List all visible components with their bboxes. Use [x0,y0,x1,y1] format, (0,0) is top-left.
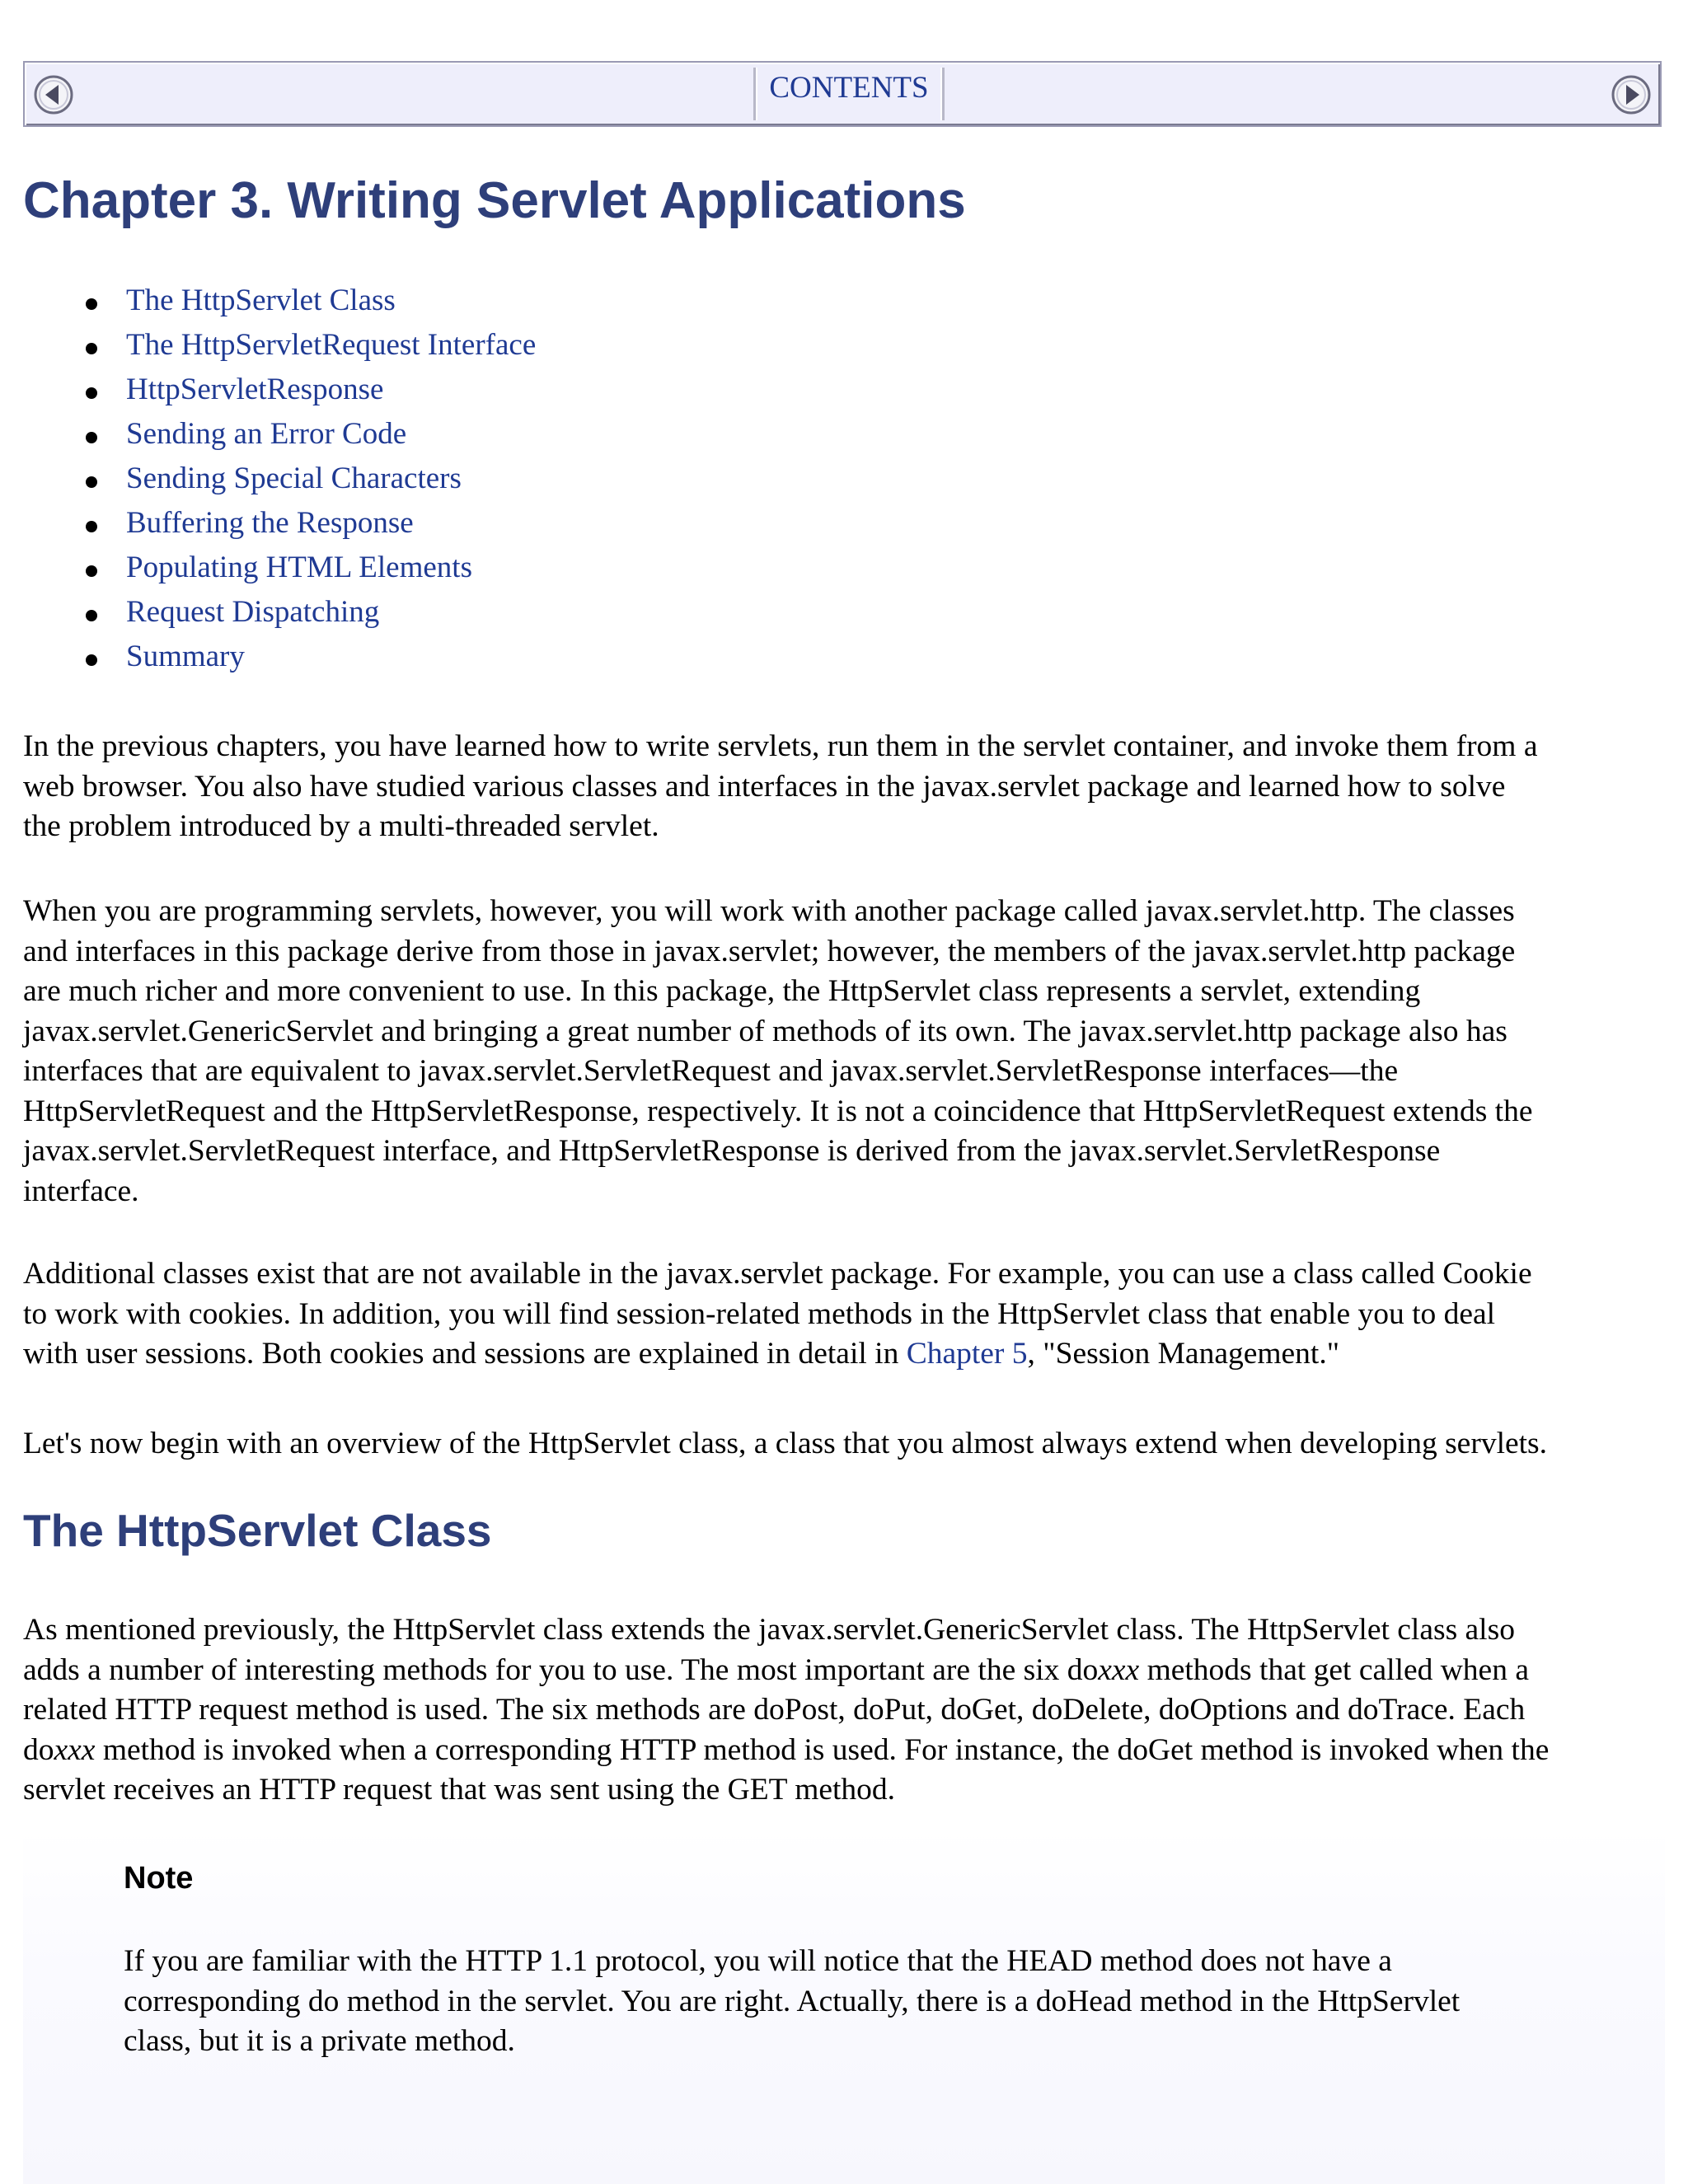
text-line: corresponding do method in the servlet. You are right. Actually, there is a doHead method in the HttpServlet [124,1984,1461,2018]
bullet-icon [86,565,97,577]
text-line: HttpServletRequest and the HttpServletResponse, respectively. It is not a coincidence that HttpServletRequest extends the [23,1094,1533,1128]
text-run: , "Session Management." [1027,1337,1340,1371]
intro-paragraph-3 [23,1254,1665,1375]
toc-item [23,323,536,368]
text-line: javax.servlet.GenericServlet and bringing a great number of methods of its own. The javax.servlet.http package also has [23,1014,1507,1048]
text-line: the problem introduced by a multi-threaded servlet. [23,809,659,843]
contents-link[interactable]: CONTENTS [753,68,945,120]
toc-item [23,501,536,546]
text-line: related HTTP request method is used. The six methods are doPost, doPut, doGet, doDelete, doOptions and doTrace. Each [23,1693,1526,1727]
toc-link[interactable]: Summary [126,640,245,673]
text-line: Let's now begin with an overview of the HttpServlet class, a class that you almost always extend when developing servlets. [23,1427,1548,1460]
bullet-icon [86,654,97,666]
text-line: As mentioned previously, the HttpServlet class extends the javax.servlet.GenericServlet class. The HttpServlet class also [23,1613,1515,1647]
toc-link[interactable]: Sending an Error Code [126,417,407,451]
text-line: If you are familiar with the HTTP 1.1 protocol, you will notice that the HEAD method does not have a [124,1944,1392,1978]
navigation-bar [23,61,1662,127]
text-line: to work with cookies. In addition, you will find session-related methods in the HttpServlet class that enable you to deal [23,1296,1496,1331]
text-line: and interfaces in this package derive from those in javax.servlet; however, the members of the javax.servlet.http package [23,934,1516,968]
section-title: The HttpServlet Class [23,1505,492,1556]
text-line: In the previous chapters, you have learned how to write servlets, run them in the servlet container, and invoke them from a [23,729,1538,763]
text-line [23,1651,1665,1691]
text-line [23,1334,1665,1375]
toc-item [23,368,536,412]
text-emphasis: xxx [54,1732,96,1767]
bullet-icon [86,432,97,443]
toc-item [23,546,536,590]
chapter-5-link[interactable]: Chapter 5 [906,1337,1028,1371]
text-run: methods that get called when a [1139,1652,1529,1687]
text-line: are much richer and more convenient to use. In this package, the HttpServlet class represents a servlet, extending [23,974,1421,1008]
text-line: interface. [23,1174,139,1208]
bullet-icon [86,298,97,310]
text-run: with user sessions. Both cookies and sessions are explained in detail in [23,1337,907,1371]
toc-item [23,279,536,323]
arrow-left-circle-icon [33,74,74,115]
bullet-icon [86,343,97,354]
bullet-icon [86,610,97,621]
text-line: interfaces that are equivalent to javax.servlet.ServletRequest and javax.servlet.ServletResponse interfaces—the [23,1054,1399,1088]
previous-page-button[interactable] [33,74,74,115]
toc-link[interactable]: The HttpServlet Class [126,284,396,317]
text-run: do [23,1732,54,1767]
toc-link[interactable]: HttpServletResponse [126,373,384,406]
intro-paragraph-1 [23,727,1665,847]
bullet-icon [86,521,97,532]
next-page-button[interactable] [1611,74,1652,115]
chapter-toc [23,279,536,679]
text-line [23,1731,1665,1771]
bullet-icon [86,387,97,399]
section-paragraph [23,1610,1665,1811]
bullet-icon [86,476,97,488]
toc-link[interactable]: Populating HTML Elements [126,551,472,584]
text-line: web browser. You also have studied various classes and interfaces in the javax.servlet package and learned how to solve [23,769,1506,804]
arrow-right-circle-icon [1611,74,1652,115]
text-line: When you are programming servlets, however, you will work with another package called javax.servlet.http. The classes [23,894,1515,928]
note-title: Note [124,1861,194,1896]
text-line: servlet receives an HTTP request that was sent using the GET method. [23,1773,896,1807]
text-line: class, but it is a private method. [124,2024,515,2058]
intro-paragraph-4 [23,1424,1665,1465]
toc-link[interactable]: Sending Special Characters [126,462,462,495]
intro-paragraph-2 [23,892,1665,1212]
text-line: Additional classes exist that are not available in the javax.servlet package. For example, you can use a class called Cookie [23,1257,1532,1291]
text-emphasis: xxx [1098,1652,1140,1687]
toc-link[interactable]: Buffering the Response [126,506,414,540]
chapter-title: Chapter 3. Writing Servlet Applications [23,172,966,229]
text-line: javax.servlet.ServletRequest interface, and HttpServletResponse is derived from the javax.servlet.ServletResponse [23,1134,1441,1168]
text-run: adds a number of interesting methods for you to use. The most important are the six do [23,1652,1099,1687]
toc-link[interactable]: Request Dispatching [126,595,380,629]
toc-item [23,635,536,679]
text-run: method is invoked when a corresponding HTTP method is used. For instance, the doGet method is invoked when the [95,1732,1550,1767]
toc-item [23,457,536,501]
toc-item [23,590,536,635]
note-body [124,1942,1460,2062]
toc-item [23,412,536,457]
toc-link[interactable]: The HttpServletRequest Interface [126,328,537,362]
